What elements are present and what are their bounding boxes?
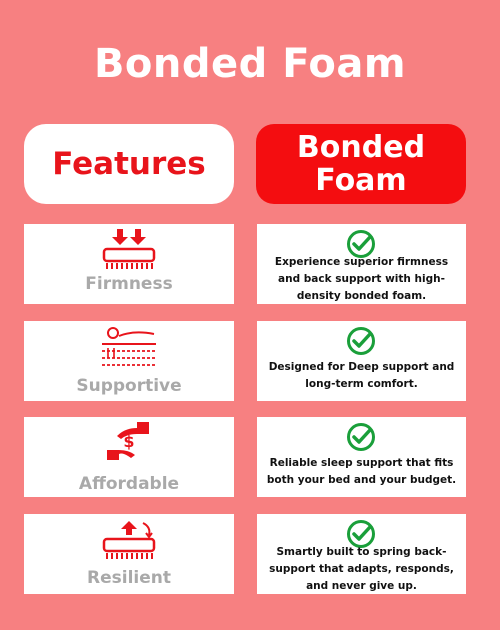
feature-label: Resilient [87,568,171,588]
page-title: Bonded Foam [93,41,407,87]
description-text: Experience superior firmness and back support with high-density bonded foam. [274,255,449,302]
product-header [256,124,466,204]
feature-label: Affordable [78,474,180,494]
description-card-supportive [257,321,466,401]
features-header [24,124,234,204]
svg-text:$: $ [123,432,135,451]
feature-card-resilient [24,514,234,594]
description-card-firmness [257,224,466,304]
feature-card-firmness [24,224,234,304]
description-text: Smartly built to spring back-support that adapts, responds, and never give up. [269,545,454,592]
firmness-icon [99,227,159,271]
feature-label: Firmness [85,274,173,294]
product-header-line2: Foam [315,163,407,198]
description-text: Reliable sleep support that fits both your bed and your budget. [266,457,457,486]
feature-card-supportive [24,321,234,401]
check-circle-icon [346,422,376,452]
product-header-line1: Bonded [296,130,426,165]
feature-label: Supportive [76,376,182,396]
affordable-icon [99,420,159,464]
support-icon [99,324,159,368]
resilient-icon [99,517,159,561]
description-text: Designed for Deep support and long-term comfort. [268,361,455,390]
features-header-label: Features [52,146,206,182]
feature-card-affordable [24,417,234,497]
check-circle-icon [346,326,376,356]
description-card-affordable [257,417,466,497]
description-card-resilient [257,514,466,594]
